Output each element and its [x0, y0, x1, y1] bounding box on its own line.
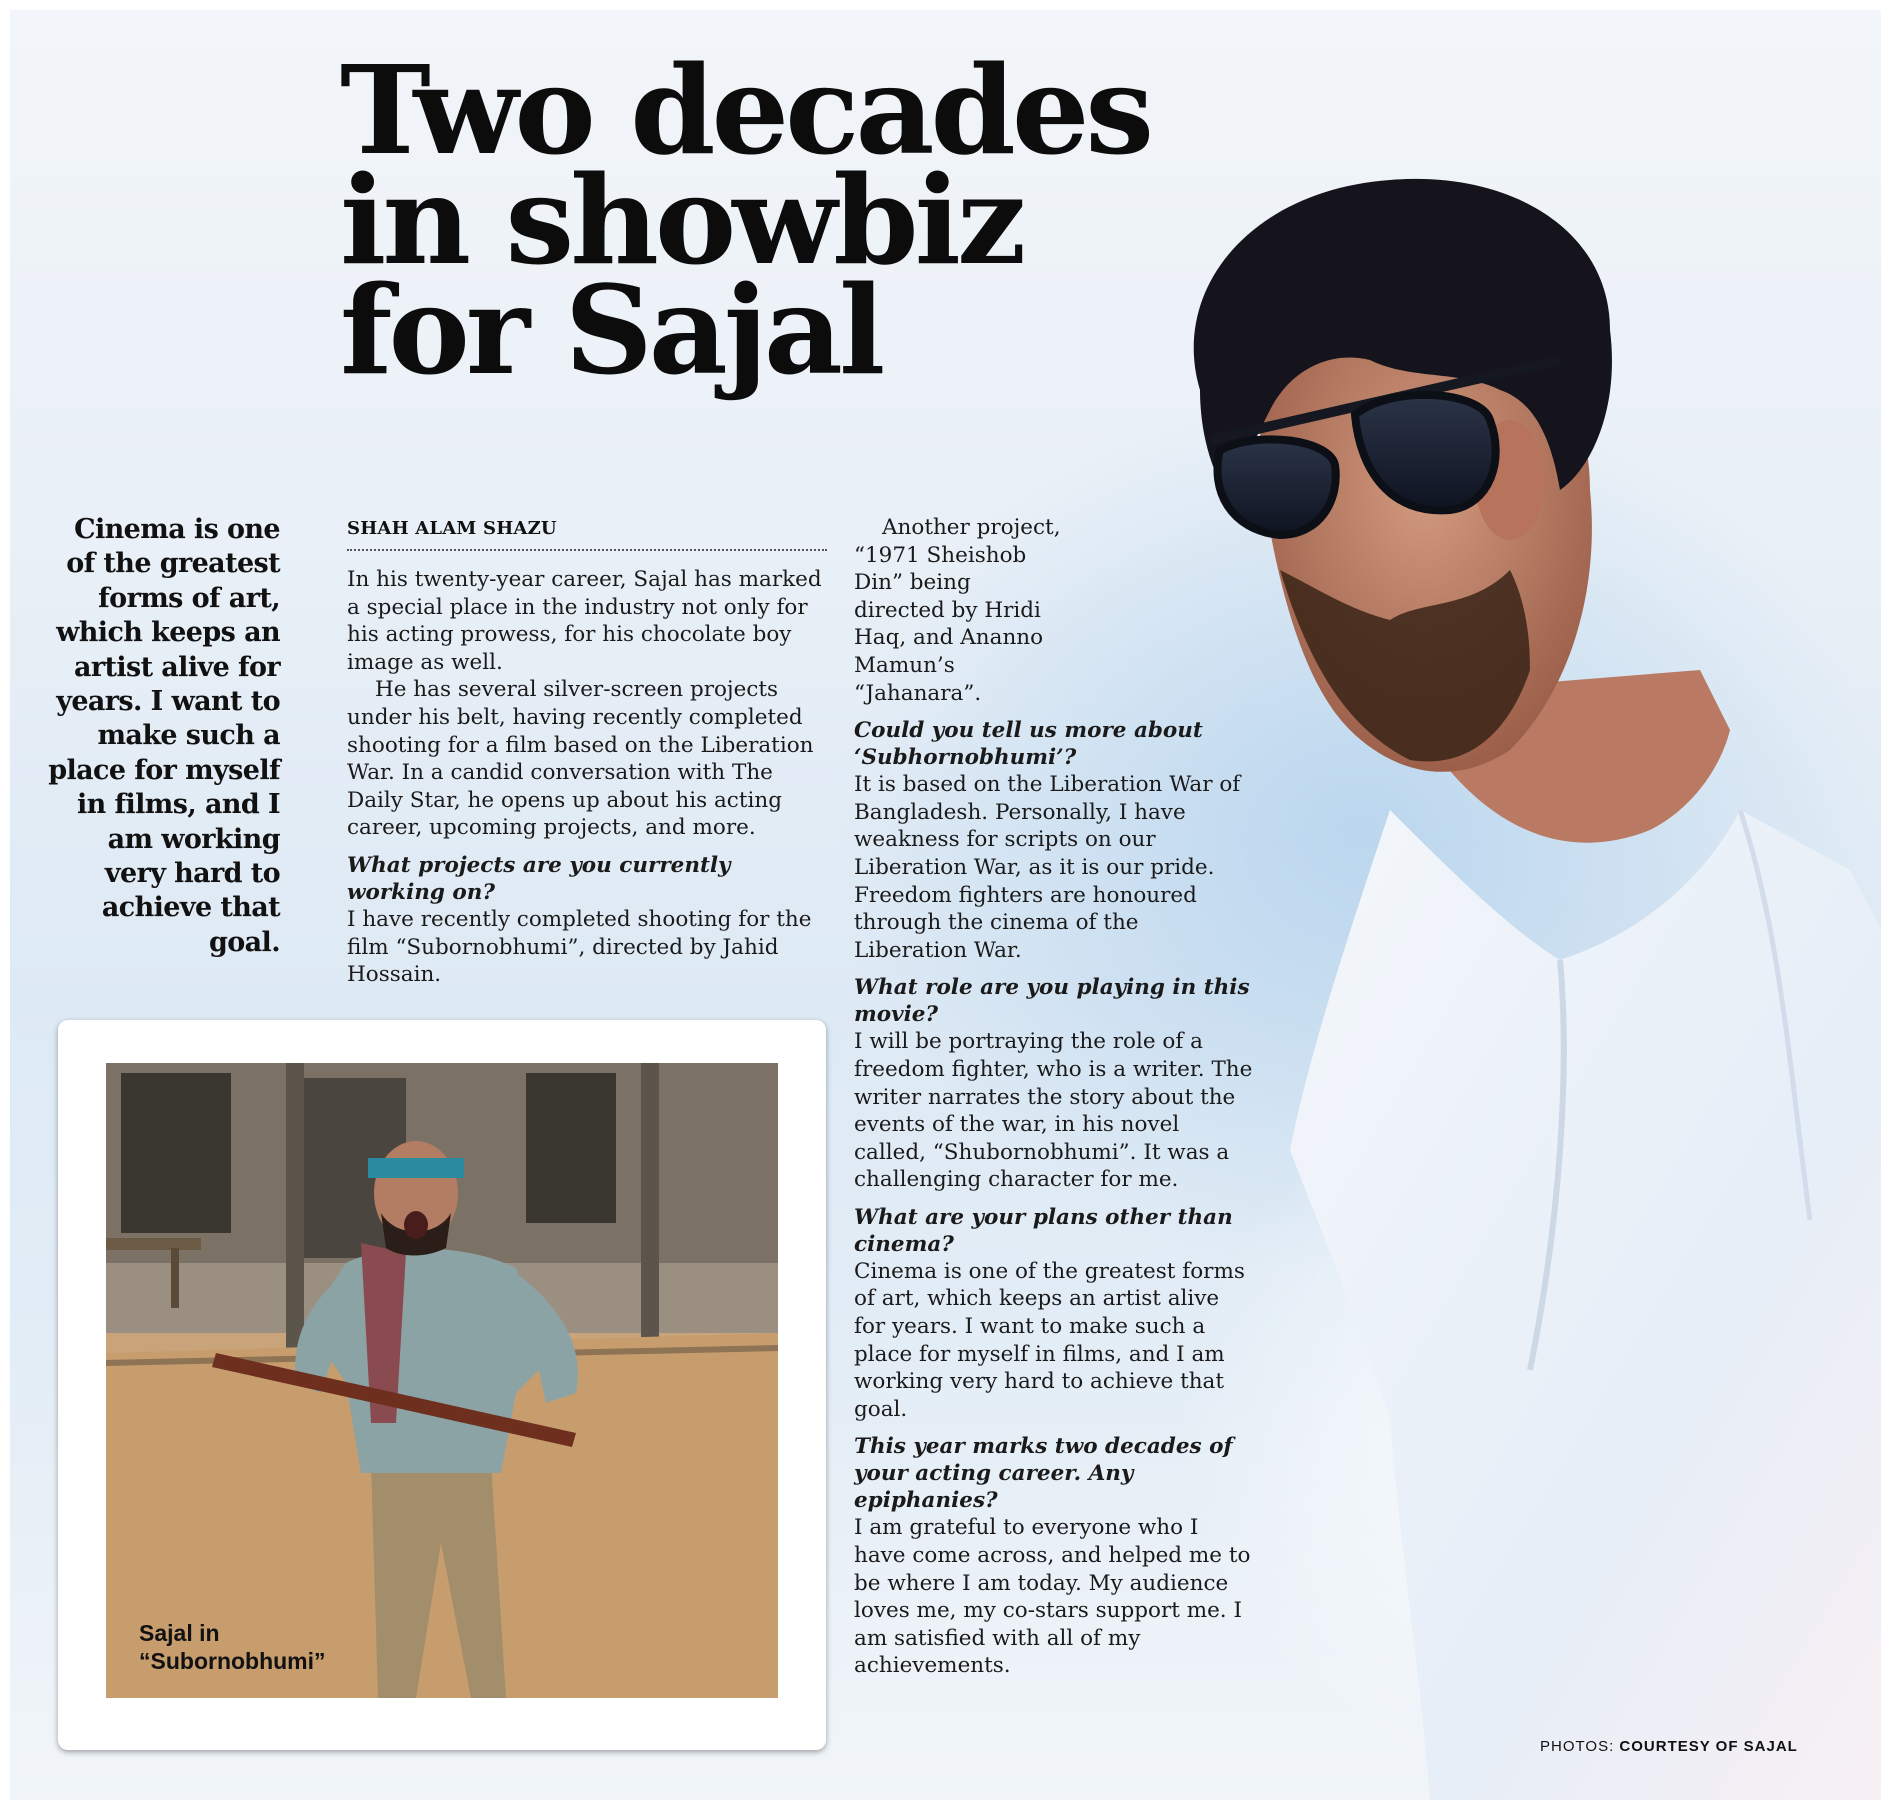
question: What are your plans other than cinema? — [854, 1204, 1233, 1257]
answer: It is based on the Liberation War of Bangladesh. Personally, I have weakness for scripts on our Liberation War, as it is our pride. Freedom fighters are honoured through the cinema of the Liberation War. — [854, 772, 1241, 963]
question: Could you tell us more about ‘Subhornobhumi’? — [854, 718, 1203, 771]
photo-credit — [1540, 1738, 1798, 1755]
photo-caption-line: Sajal in — [139, 1620, 220, 1646]
answer: I will be portraying the role of a freedom fighter, who is a writer. The writer narrates the story about the events of the war, in his novel called, “Shubornobhumi”. It was a challenging character for me. — [854, 1029, 1253, 1193]
answer: I am grateful to everyone who I have come across, and helped me to be where I am today. My audience loves me, my co-stars support me. I am satisfied with all of my achievements. — [854, 1515, 1251, 1679]
headline-line: Two decades — [340, 38, 1151, 182]
intro-paragraph: In his twenty-year career, Sajal has marked a special place in the industry not only for his acting prowess, for his chocolate boy image as well. — [347, 567, 822, 675]
byline: SHAH ALAM SHAZU — [347, 518, 827, 551]
headline-line: for Sajal — [340, 258, 882, 402]
headline — [340, 38, 1240, 402]
photo-credit-value: COURTESY OF SAJAL — [1619, 1738, 1798, 1755]
inset-photo-card — [58, 1020, 826, 1750]
pull-quote: Cinema is one of the greatest forms of art, which keeps an artist alive for years. I want to make such a place for myself in films, and I am working very hard to achieve that goal. — [48, 514, 280, 958]
article-column-2 — [854, 514, 1254, 1680]
newspaper-page — [10, 10, 1881, 1800]
article-column-1 — [347, 566, 835, 989]
photo-caption — [139, 1619, 326, 1675]
headline-line: in showbiz — [340, 148, 1023, 292]
subornobhumi-still-photo — [106, 1063, 778, 1698]
intro-paragraph: He has several silver-screen projects under his belt, having recently completed shooting for a film based on the Liberation War. In a candid conversation with The Daily Star, he opens up about his acting career, upcoming projects, and more. — [347, 677, 814, 841]
continuation-paragraph: Another project, “1971 Sheishob Din” being directed by Hridi Haq, and Ananno Mamun’s “Jahanara”. — [854, 515, 1061, 706]
photo-caption-line: “Subornobhumi” — [139, 1648, 326, 1674]
answer: Cinema is one of the greatest forms of art, which keeps an artist alive for years. I want to make such a place for myself in films, and I am working very hard to achieve that goal. — [854, 1258, 1245, 1422]
photo-credit-label: PHOTOS: — [1540, 1738, 1615, 1755]
question: What projects are you currently working on? — [347, 852, 731, 905]
answer: I have recently completed shooting for the film “Subornobhumi”, directed by Jahid Hossain. — [347, 906, 812, 988]
question: This year marks two decades of your acting career. Any epiphanies? — [854, 1434, 1233, 1514]
question: What role are you playing in this movie? — [854, 975, 1250, 1028]
